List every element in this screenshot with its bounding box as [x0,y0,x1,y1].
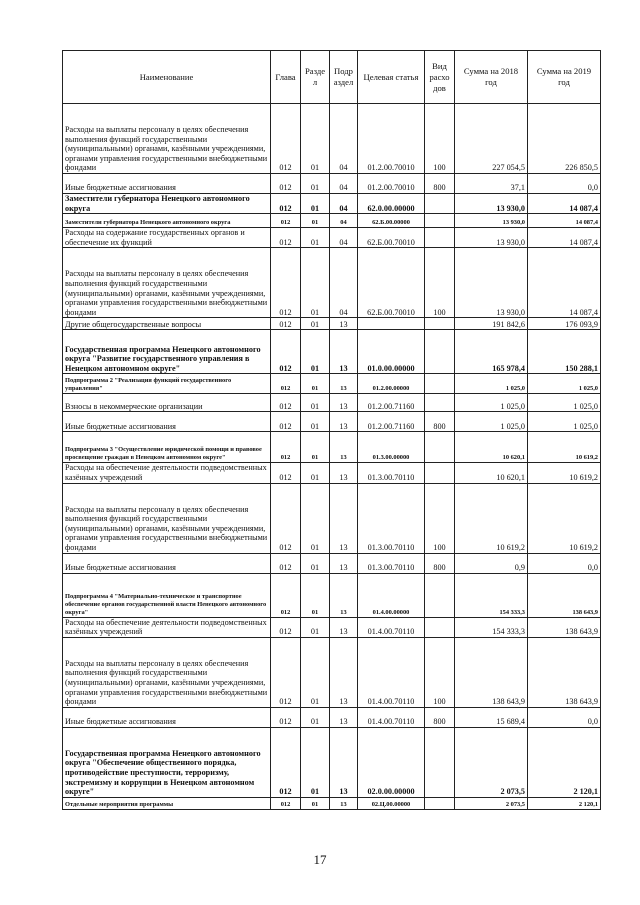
cell-glava: 012 [271,228,301,248]
cell-vid [425,394,455,412]
cell-podrazdel: 04 [330,214,358,228]
cell-target: 01.3.00.00000 [358,432,425,463]
cell-glava: 012 [271,617,301,637]
page-number: 17 [313,852,327,867]
cell-glava: 012 [271,214,301,228]
table-row [63,707,601,727]
cell-target: 01.2.00.70010 [358,104,425,174]
cell-name: Государственная программа Ненецкого автономного округа "Обеспечение общественного порядка, противодействие преступности, терроризму, экстремизму и коррупции в Ненецком автономном округе" [63,727,271,797]
cell-target: 01.4.00.70110 [358,617,425,637]
cell-name: Расходы на выплаты персоналу в целях обеспечения выполнения функций государственными (муниципальными) органами, казёнными учреждениями, органами управления государственными внебюджетными фондами [63,483,271,553]
cell-razdel: 01 [301,727,330,797]
cell-glava: 012 [271,174,301,194]
cell-name: Взносы в некоммерческие организации [63,394,271,412]
cell-sum2019: 10 619,2 [528,463,601,483]
cell-sum2019: 14 087,4 [528,194,601,214]
table-row [63,104,601,174]
cell-podrazdel: 13 [330,707,358,727]
cell-razdel: 01 [301,553,330,573]
cell-glava: 012 [271,637,301,707]
cell-vid [425,573,455,617]
cell-target: 01.3.00.70110 [358,463,425,483]
cell-sum2018: 138 643,9 [455,637,528,707]
cell-sum2018: 10 620,1 [455,432,528,463]
cell-glava: 012 [271,104,301,174]
cell-target: 62.0.00.00000 [358,194,425,214]
cell-target: 01.0.00.00000 [358,330,425,374]
cell-target: 02.0.00.00000 [358,727,425,797]
cell-glava: 012 [271,432,301,463]
cell-podrazdel: 13 [330,797,358,809]
table-row [63,248,601,318]
cell-razdel: 01 [301,248,330,318]
cell-vid: 800 [425,553,455,573]
cell-vid [425,463,455,483]
cell-sum2018: 10 619,2 [455,483,528,553]
cell-sum2019: 1 025,0 [528,374,601,394]
cell-sum2018: 227 054,5 [455,104,528,174]
cell-sum2018: 15 689,4 [455,707,528,727]
cell-name: Отдельные мероприятия программы [63,797,271,809]
header-razdel: Разде л [301,51,330,104]
cell-glava: 012 [271,463,301,483]
cell-razdel: 01 [301,573,330,617]
cell-podrazdel: 13 [330,432,358,463]
cell-podrazdel: 13 [330,617,358,637]
cell-glava: 012 [271,707,301,727]
cell-name: Заместители губернатора Ненецкого автономного округа [63,194,271,214]
cell-podrazdel: 13 [330,573,358,617]
cell-sum2019: 1 025,0 [528,412,601,432]
table-row [63,432,601,463]
cell-name: Расходы на обеспечение деятельности подведомственных казённых учреждений [63,463,271,483]
table-row [63,174,601,194]
cell-sum2019: 1 025,0 [528,394,601,412]
cell-podrazdel: 13 [330,463,358,483]
header-sum-2018: Сумма на 2018 год [455,51,528,104]
cell-sum2019: 0,0 [528,707,601,727]
cell-podrazdel: 04 [330,194,358,214]
table-header-row [63,51,601,104]
cell-razdel: 01 [301,432,330,463]
cell-podrazdel: 13 [330,553,358,573]
cell-glava: 012 [271,318,301,330]
cell-target [358,318,425,330]
table-row [63,483,601,553]
cell-name: Иные бюджетные ассигнования [63,412,271,432]
cell-glava: 012 [271,394,301,412]
cell-vid [425,727,455,797]
cell-name: Расходы на содержание государственных органов и обеспечение их функций [63,228,271,248]
cell-sum2019: 0,0 [528,553,601,573]
cell-sum2019: 176 093,9 [528,318,601,330]
table-row [63,318,601,330]
cell-vid [425,617,455,637]
cell-sum2019: 14 087,4 [528,248,601,318]
cell-podrazdel: 04 [330,228,358,248]
header-podrazdel: Подр аздел [330,51,358,104]
cell-target: 62.Б.00.70010 [358,228,425,248]
cell-vid [425,318,455,330]
cell-name: Другие общегосударственные вопросы [63,318,271,330]
cell-podrazdel: 04 [330,104,358,174]
cell-sum2018: 13 930,0 [455,248,528,318]
cell-vid: 100 [425,104,455,174]
cell-podrazdel: 13 [330,483,358,553]
cell-podrazdel: 13 [330,727,358,797]
cell-sum2019: 138 643,9 [528,617,601,637]
cell-target: 01.2.00.71160 [358,412,425,432]
cell-vid: 800 [425,412,455,432]
cell-razdel: 01 [301,637,330,707]
cell-razdel: 01 [301,318,330,330]
cell-razdel: 01 [301,374,330,394]
cell-name: Расходы на выплаты персоналу в целях обеспечения выполнения функций государственными (муниципальными) органами, казёнными учреждениями, органами управления государственными внебюджетными фондами [63,104,271,174]
cell-glava: 012 [271,248,301,318]
cell-glava: 012 [271,374,301,394]
cell-sum2019: 138 643,9 [528,573,601,617]
cell-sum2019: 10 619,2 [528,432,601,463]
table-row [63,727,601,797]
cell-podrazdel: 13 [330,374,358,394]
cell-glava: 012 [271,797,301,809]
table-row [63,214,601,228]
cell-name: Иные бюджетные ассигнования [63,174,271,194]
cell-sum2019: 150 288,1 [528,330,601,374]
cell-vid [425,214,455,228]
cell-vid [425,797,455,809]
cell-vid: 100 [425,483,455,553]
table-body [63,104,601,810]
cell-vid: 100 [425,248,455,318]
cell-sum2018: 13 930,0 [455,214,528,228]
cell-razdel: 01 [301,214,330,228]
cell-podrazdel: 13 [330,412,358,432]
cell-name: Подпрограмма 4 "Материально-техническое и транспортное обеспечение органов государственной власти Ненецкого автономного округа" [63,573,271,617]
cell-sum2019: 226 850,5 [528,104,601,174]
cell-glava: 012 [271,553,301,573]
budget-sheet [62,50,600,810]
cell-name: Расходы на выплаты персоналу в целях обеспечения выполнения функций государственными (муниципальными) органами, казёнными учреждениями, органами управления государственными внебюджетными фондами [63,637,271,707]
table-row [63,553,601,573]
cell-name: Расходы на выплаты персоналу в целях обеспечения выполнения функций государственными (муниципальными) органами, казёнными учреждениями, органами управления государственными внебюджетными фондами [63,248,271,318]
cell-sum2019: 2 120,1 [528,727,601,797]
header-target: Целевая статья [358,51,425,104]
budget-table [62,50,601,810]
cell-sum2019: 2 120,1 [528,797,601,809]
cell-name: Подпрограмма 3 "Осуществление юридической помощи и правовое просвещение граждан в Ненецком автономном округе" [63,432,271,463]
cell-target: 01.3.00.70110 [358,483,425,553]
cell-glava: 012 [271,330,301,374]
cell-target: 02.Ц.00.00000 [358,797,425,809]
header-name: Наименование [63,51,271,104]
cell-razdel: 01 [301,463,330,483]
cell-sum2018: 154 333,3 [455,617,528,637]
cell-glava: 012 [271,412,301,432]
table-row [63,412,601,432]
cell-sum2018: 1 025,0 [455,412,528,432]
cell-sum2019: 14 087,4 [528,214,601,228]
table-row [63,374,601,394]
cell-target: 01.3.00.70110 [358,553,425,573]
header-sum-2019: Сумма на 2019 год [528,51,601,104]
cell-razdel: 01 [301,483,330,553]
cell-razdel: 01 [301,194,330,214]
cell-sum2019: 138 643,9 [528,637,601,707]
cell-name: Заместители губернатора Ненецкого автономного округа [63,214,271,228]
cell-vid [425,374,455,394]
cell-razdel: 01 [301,330,330,374]
cell-name: Государственная программа Ненецкого автономного округа "Развитие государственного управления в Ненецком автономном округе" [63,330,271,374]
cell-target: 62.Б.00.00000 [358,214,425,228]
cell-name: Расходы на обеспечение деятельности подведомственных казённых учреждений [63,617,271,637]
table-row [63,573,601,617]
cell-vid [425,330,455,374]
table-row [63,463,601,483]
cell-vid: 800 [425,174,455,194]
cell-sum2018: 191 842,6 [455,318,528,330]
table-row [63,797,601,809]
table-row [63,330,601,374]
cell-target: 01.4.00.70110 [358,707,425,727]
cell-razdel: 01 [301,617,330,637]
header-glava: Глава [271,51,301,104]
cell-podrazdel: 04 [330,174,358,194]
cell-sum2018: 165 978,4 [455,330,528,374]
table-row [63,394,601,412]
cell-sum2018: 0,9 [455,553,528,573]
cell-sum2018: 13 930,0 [455,194,528,214]
cell-sum2018: 13 930,0 [455,228,528,248]
cell-sum2018: 1 025,0 [455,394,528,412]
cell-sum2018: 37,1 [455,174,528,194]
cell-podrazdel: 13 [330,637,358,707]
cell-razdel: 01 [301,174,330,194]
cell-sum2018: 1 025,0 [455,374,528,394]
cell-razdel: 01 [301,412,330,432]
cell-target: 01.4.00.00000 [358,573,425,617]
cell-target: 01.4.00.70110 [358,637,425,707]
table-row [63,194,601,214]
cell-target: 01.2.00.70010 [358,174,425,194]
header-vid: Вид расхо дов [425,51,455,104]
table-row [63,637,601,707]
cell-vid [425,432,455,463]
cell-glava: 012 [271,483,301,553]
cell-sum2018: 2 073,5 [455,727,528,797]
table-row [63,228,601,248]
cell-sum2018: 154 333,3 [455,573,528,617]
cell-razdel: 01 [301,394,330,412]
cell-razdel: 01 [301,228,330,248]
cell-glava: 012 [271,573,301,617]
cell-sum2018: 2 073,5 [455,797,528,809]
cell-target: 01.2.00.00000 [358,374,425,394]
cell-target: 01.2.00.71160 [358,394,425,412]
cell-sum2018: 10 620,1 [455,463,528,483]
cell-razdel: 01 [301,707,330,727]
cell-podrazdel: 04 [330,248,358,318]
cell-glava: 012 [271,194,301,214]
cell-name: Подпрограмма 2 "Реализация функций государственного управления" [63,374,271,394]
cell-vid: 800 [425,707,455,727]
cell-sum2019: 10 619,2 [528,483,601,553]
cell-vid [425,228,455,248]
cell-podrazdel: 13 [330,330,358,374]
cell-glava: 012 [271,727,301,797]
cell-razdel: 01 [301,104,330,174]
cell-podrazdel: 13 [330,318,358,330]
table-row [63,617,601,637]
cell-name: Иные бюджетные ассигнования [63,553,271,573]
cell-sum2019: 14 087,4 [528,228,601,248]
cell-razdel: 01 [301,797,330,809]
cell-target: 62.Б.00.70010 [358,248,425,318]
cell-vid: 100 [425,637,455,707]
cell-podrazdel: 13 [330,394,358,412]
cell-sum2019: 0,0 [528,174,601,194]
cell-vid [425,194,455,214]
cell-name: Иные бюджетные ассигнования [63,707,271,727]
